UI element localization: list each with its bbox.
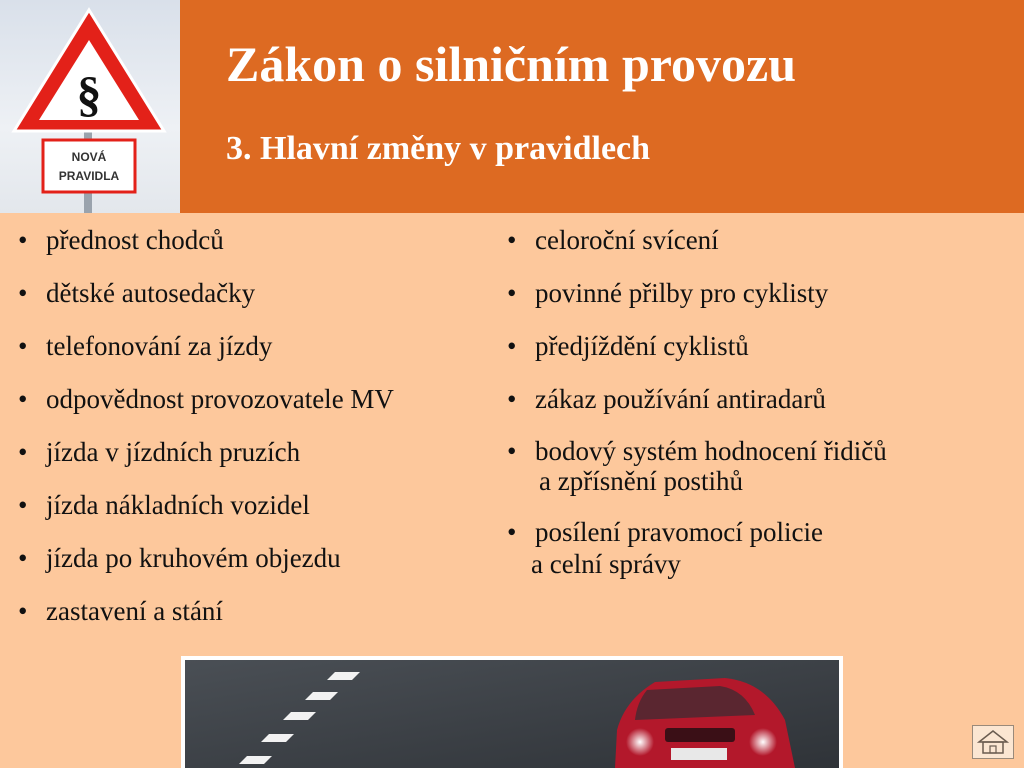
list-item: • jízda po kruhovém objezdu [16,542,394,575]
slide-subtitle: 3. Hlavní změny v pravidlech [226,130,651,167]
home-button[interactable] [972,725,1014,759]
sign-symbol: § [76,66,102,122]
list-item: • jízda v jízdních pruzích [16,436,394,469]
warning-sign-icon [0,0,180,213]
list-item: • zastavení a stání [16,595,394,628]
sign-plate-line1: NOVÁ [71,150,107,164]
road-car-photo [181,656,843,768]
list-item: • odpovědnost provozovatele MV [16,383,394,416]
home-icon [977,729,1009,755]
list-item [505,436,887,496]
list-item [505,277,887,310]
list-item-text: celoroční svícení [535,225,719,255]
car-photo-image [185,660,839,768]
list-item: • dětské autosedačky [16,277,394,310]
list-item-text: zákaz používání antiradarů [535,384,826,414]
list-item-text: • bodový systém hodnocení řidičů [535,436,887,466]
list-item [505,383,887,416]
list-item-text: povinné přilby pro cyklisty [535,278,829,308]
list-item [505,516,887,580]
sign-plate-line2: PRAVIDLA [58,169,120,183]
slide-title: Zákon o silničním provozu [226,36,797,92]
right-bullet-list [505,224,887,600]
list-item: • jízda nákladních vozidel [16,489,394,522]
list-item-continuation: a zpřísnění postihů [539,466,743,496]
sign-panel [0,0,180,213]
header-banner [0,0,1024,213]
list-item: • telefonování za jízdy [16,330,394,363]
left-bullet-list [16,224,394,648]
list-item-text: • posílení pravomocí policie [535,517,823,547]
list-item [505,224,887,257]
list-item-continuation: a celní správy [531,549,681,579]
list-item [505,330,887,363]
list-item-text: předjíždění cyklistů [535,331,749,361]
list-item: • přednost chodců [16,224,394,257]
